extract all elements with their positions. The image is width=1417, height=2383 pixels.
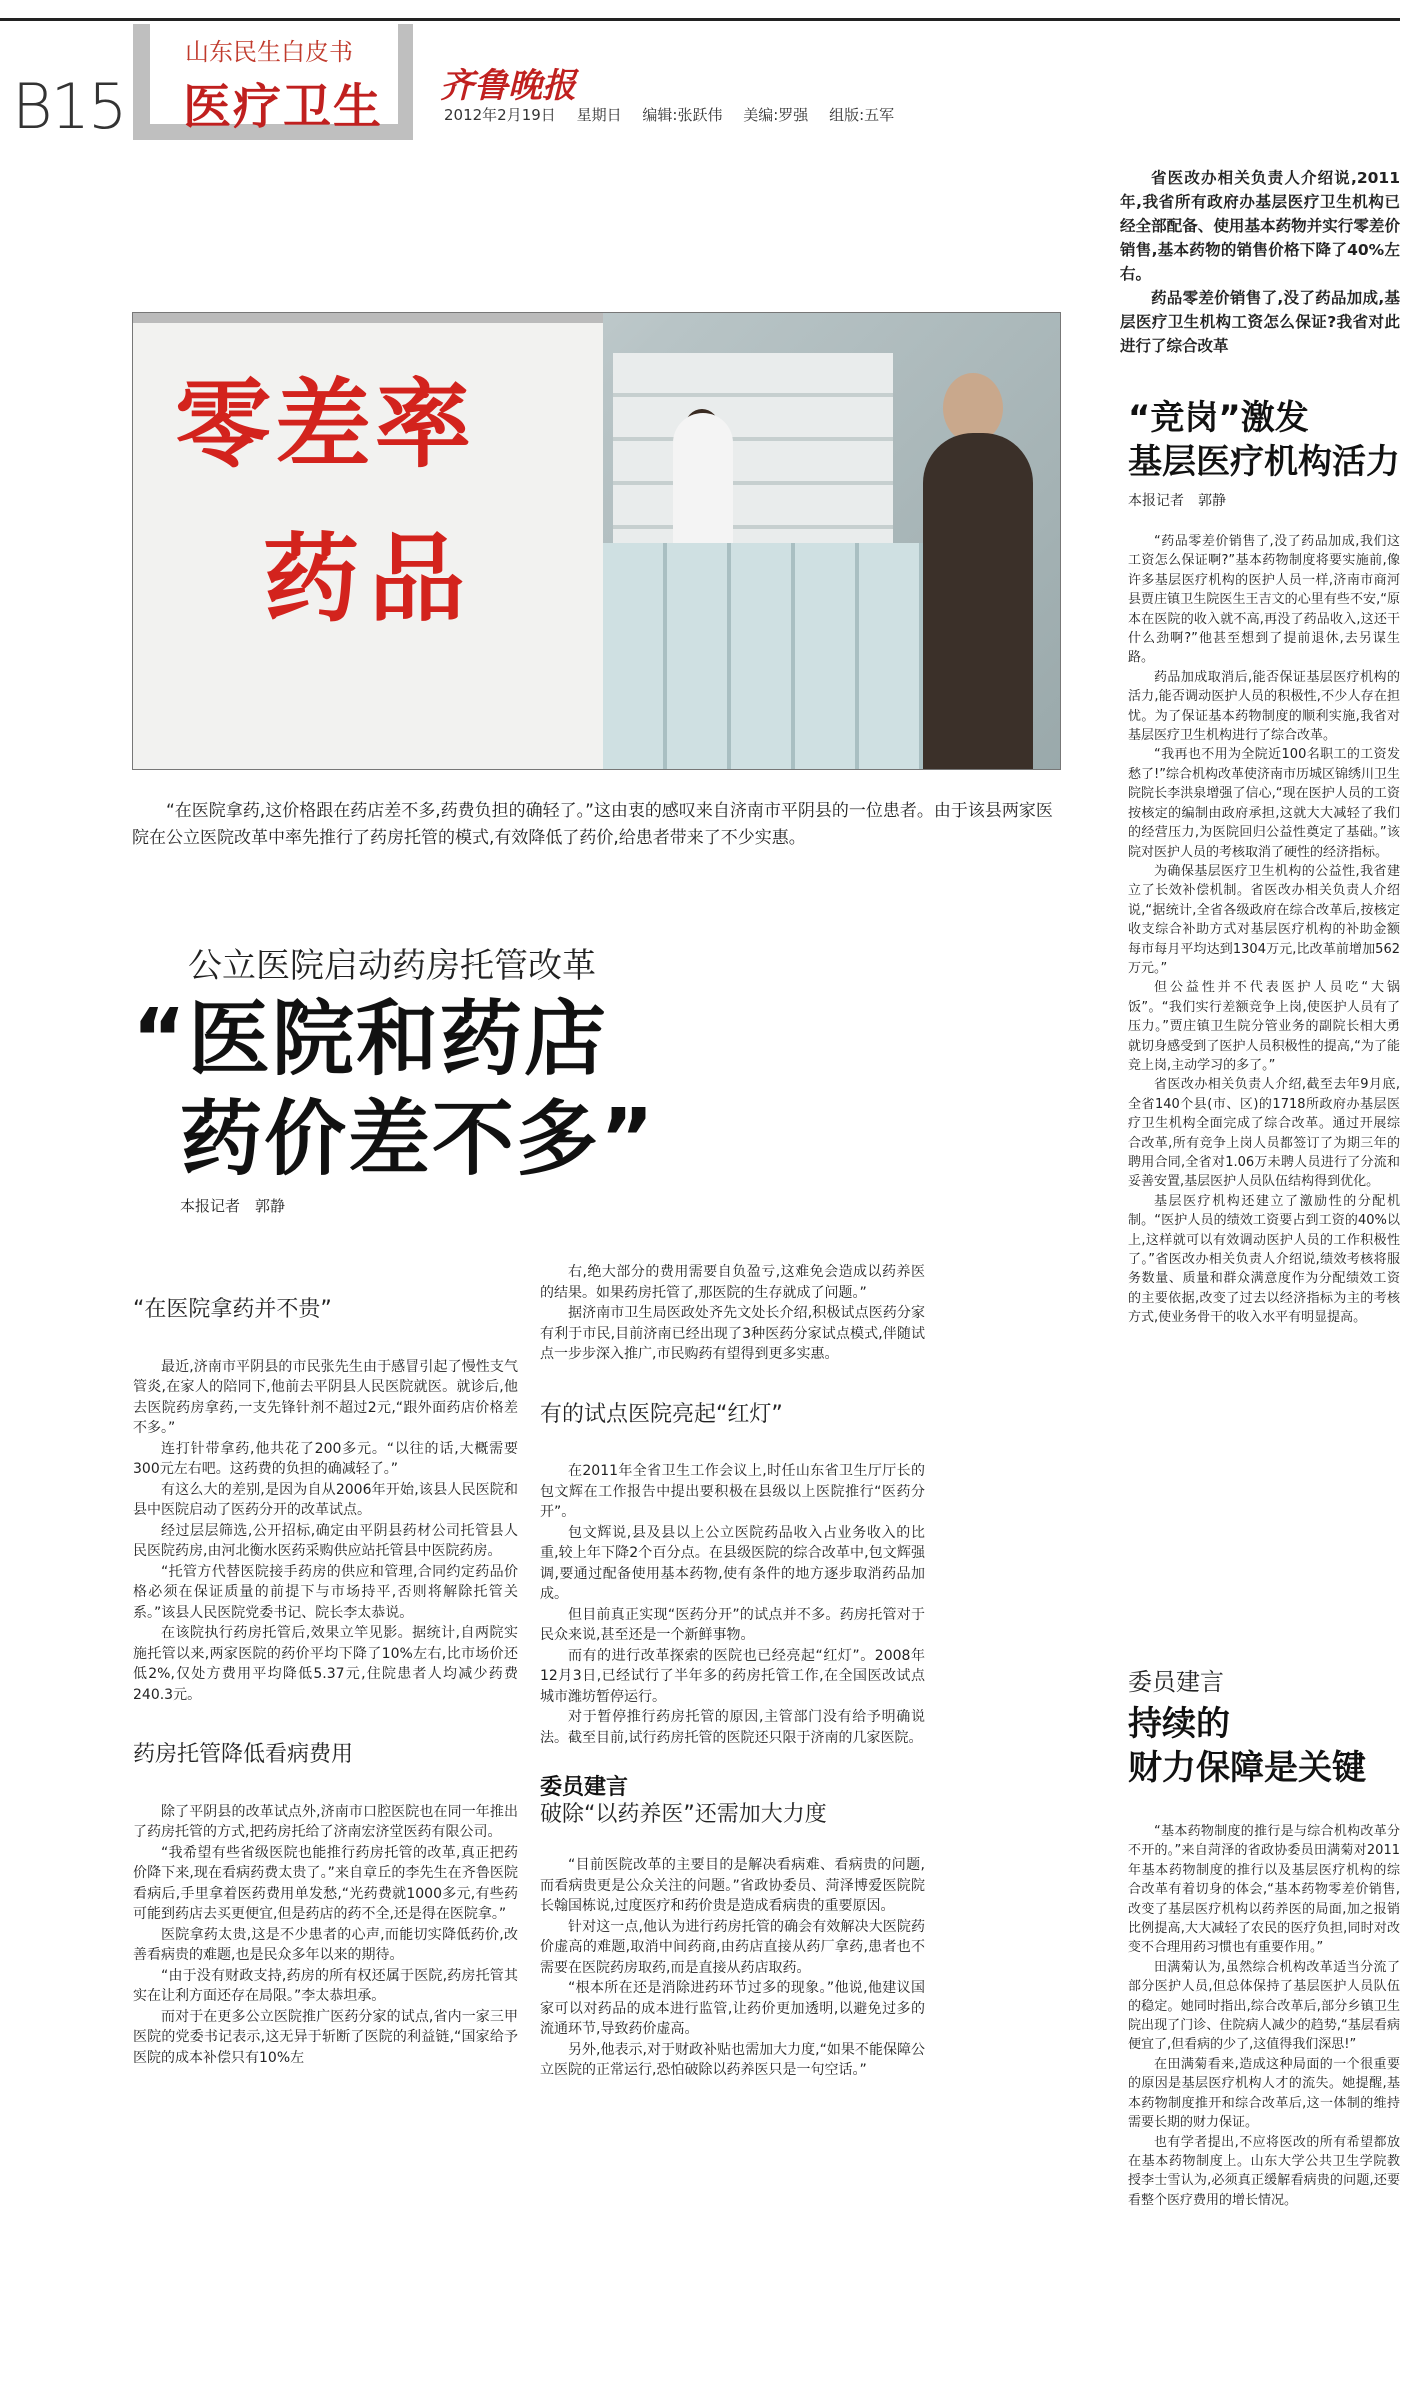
issue-weekday: 星期日 (576, 106, 622, 124)
paragraph: 据济南市卫生局医政处齐先文处长介绍,积极试点医药分家有利于市民,目前济南已经出现了3种医药分家试点模式,伴随试点一步步深入推广,市民购药有望得到更多实惠。 (540, 1305, 925, 1362)
paragraph: 有这么大的差别,是因为自从2006年开始,该县人民医院和县中医院启动了医药分开的改革试点。 (133, 1481, 518, 1518)
col1-paragraphs-2 (133, 1802, 518, 2069)
paragraph: 针对这一点,他认为进行药房托管的确会有效解决大医院药价虚高的难题,取消中间药商,由药店直接从药厂拿药,患者也不需要在医院药房取药,而是直接从药店取药。 (540, 1918, 925, 1976)
col1-subhead-2: 药房托管降低看病费用 (133, 1742, 354, 1767)
main-headline (132, 990, 656, 1190)
editor: 编辑:张跃伟 (642, 106, 723, 124)
right-headline-2-line1: 持续的 (1128, 1704, 1230, 1744)
paragraph: 但公益性并不代表医护人员吃“大锅饭”。“我们实行差额竞争上岗,使医护人员有了压力。”贾庄镇卫生院分管业务的副院长相大勇就切身感受到了医护人员积极性的提高,“为了能竞上岗,主动学习的多了。” (1128, 980, 1400, 1073)
paragraph: “我希望有些省级医院也能推行药房托管的改革,真正把药价降下来,现在看病药费太贵了。”来自章丘的李先生在齐鲁医院看病后,手里拿着医药费用单发愁,“光药费就1000多元,有些药可能到药店去买更便宜,但是药店的药不全,还是得在医院拿。” (133, 1844, 518, 1922)
photo-caption: “在医院拿药,这价格跟在药店差不多,药费负担的确轻了。”这由衷的感叹来自济南市平阴县的一位患者。由于该县两家医院在公立医院改革中率先推行了药房托管的模式,有效降低了药价,给患者带来了不少实惠。 (132, 801, 1053, 848)
paragraph: 连打针带拿药,他共花了200多元。“以往的话,大概需要300元左右吧。这药费的负担的确减轻了。” (133, 1440, 518, 1477)
top-rule (0, 18, 1400, 21)
right-byline: 本报记者 郭静 (1128, 493, 1226, 509)
section-title: 医疗卫生 (183, 79, 384, 135)
sign-frame (133, 313, 603, 323)
paragraph: 在2011年全省卫生工作会议上,时任山东省卫生厅厅长的包文辉在工作报告中提出要积极在县级以上医院推行“医药分开”。 (540, 1463, 925, 1520)
paragraph: 最近,济南市平阴县的市民张先生由于感冒引起了慢性支气管炎,在家人的陪同下,他前去平阴县人民医院就医。就诊后,他去医院药房拿药,一支先锋针剂不超过2元,“跟外面药店价格差不多。” (133, 1358, 518, 1436)
paragraph: “托管方代替医院接手药房的供应和管理,合同约定药品价格必须在保证质量的前提下与市场持平,否则将解除托管关系。”该县人民医院党委书记、院长李太恭说。 (133, 1563, 518, 1621)
paragraph: 但目前真正实现“医药分开”的试点并不多。药房托管对于民众来说,甚至还是一个新鲜事物。 (540, 1606, 925, 1643)
col2-paragraphs-3 (540, 1855, 925, 2081)
right-headline-1 (1128, 396, 1400, 484)
paragraph: 右,绝大部分的费用需要自负盈亏,这难免会造成以药养医的结果。如果药房托管了,那医院的生存就成了问题。” (540, 1264, 925, 1301)
paragraph: “目前医院改革的主要目的是解决看病难、看病贵的问题,而看病贵更是公众关注的问题。”省政协委员、菏泽博爱医院院长翰国栋说,过度医疗和药价贵是造成看病贵的重要原因。 (540, 1857, 925, 1914)
page-number: B15 (12, 70, 126, 143)
paragraph: 药品零差价销售了,没了药品加成,基层医疗卫生机构工资怎么保证?我省对此进行了综合改革 (1120, 289, 1400, 355)
photo-sign (133, 313, 603, 769)
paragraph: 在该院执行药房托管后,效果立竿见影。据统计,自两院实施托管以来,两家医院的药价平均下降了10%左右,比市场价还低2%,仅处方费用平均降低5.37元,住院患者人均减少药费240.3元。 (133, 1625, 518, 1703)
issue-meta (444, 104, 910, 125)
paragraph: “基本药物制度的推行是与综合机构改革分不开的。”来自菏泽的省政协委员田满菊对2011年基本药物制度的推行以及基层医疗机构的综合改革有着切身的体会,“基本药物零差价销售,改变了基层医疗机构以药养医的局面,加之报销比例提高,大大减轻了农民的医疗负担,同时对改变不合理用药习惯也有重要作用。” (1128, 1824, 1400, 1956)
masthead-logo: 齐鲁晚报 (440, 66, 576, 106)
col2-kicker-2: 委员建言 (540, 1775, 629, 1800)
paragraph: 也有学者提出,不应将医改的所有希望都放在基本药物制度上。山东大学公共卫生学院教授李士雪认为,必须真正缓解看病贵的问题,还要看整个医疗费用的增长情况。 (1128, 2134, 1400, 2208)
paragraph: 基层医疗机构还建立了激励性的分配机制。“医护人员的绩效工资要占到工资的40%以上,这样就可以有效调动医护人员的工作积极性了。”省医改办相关负责人介绍说,绩效考核将服务数量、质量和群众满意度作为分配绩效工资的主要依据,改变了过去以经济指标为主的考核方式,使业务骨干的收入水平有明显提高。 (1128, 1193, 1400, 1326)
paragraph: 省医改办相关负责人介绍说,2011年,我省所有政府办基层医疗卫生机构已经全部配备、使用基本药物并实行零差价销售,基本药物的销售价格下降了40%左右。 (1120, 169, 1400, 283)
right-headline-2 (1128, 1702, 1366, 1790)
paragraph: “我再也不用为全院近100名职工的工资发愁了!”综合机构改革使济南市历城区锦绣川卫生院院长李洪泉增强了信心,“现在医护人员的工资按核定的编制由政府承担,这就大大减轻了我们的经营压力,为医院回归公益性奠定了基础。”该院对医护人员的考核取消了硬性的经济指标。 (1128, 747, 1400, 860)
typesetter: 组版:五军 (829, 106, 895, 124)
paragraph: 包文辉说,县及县以上公立医院药品收入占业务收入的比重,较上年下降2个百分点。在县级医院的综合改革中,包文辉强调,要通过配备使用基本药物,使有条件的地方逐步取消药品加成。 (540, 1524, 925, 1602)
paragraph: 而对于在更多公立医院推广医药分家的试点,省内一家三甲医院的党委书记表示,这无异于斩断了医院的利益链,“国家给予医院的成本补偿只有10%左 (133, 2008, 518, 2066)
right-intro (1120, 166, 1400, 358)
paragraph: 另外,他表示,对于财政补贴也需加大力度,“如果不能保障公立医院的正常运行,恐怕破除以药养医只是一句空话。” (540, 2041, 925, 2078)
main-column-2 (540, 1262, 925, 2081)
news-photo (132, 312, 1061, 770)
right-headline-1-line1: “竞岗”激发 (1128, 398, 1309, 438)
main-headline-line1: “医院和药店 (132, 992, 608, 1087)
paragraph: 为确保基层医疗卫生机构的公益性,我省建立了长效补偿机制。省医改办相关负责人介绍说,“据统计,全省各级政府在综合改革后,按核定收支综合补助方式对基层医疗机构的补助金额每市每月平均达到1304万元,比改革前增加562万元。” (1128, 863, 1400, 976)
art-editor: 美编:罗强 (743, 106, 809, 124)
paragraph: 在田满菊看来,造成这种局面的一个很重要的原因是基层医疗机构人才的流失。她提醒,基本药物制度推开和综合改革后,这一体制的维持需要长期的财力保证。 (1128, 2056, 1400, 2131)
col2-subhead-2: 破除“以药养医”还需加大力度 (540, 1801, 827, 1827)
paragraph: “由于没有财政支持,药房的所有权还属于医院,药房托管其实在让利方面还存在局限。”李太恭坦承。 (133, 1967, 518, 2004)
paragraph: 除了平阴县的改革试点外,济南市口腔医院也在同一年推出了药房托管的方式,把药房托给了济南宏济堂医药有限公司。 (133, 1803, 518, 1840)
paragraph: 田满菊认为,虽然综合机构改革适当分流了部分医护人员,但总体保持了基层医护人员队伍的稳定。她同时指出,综合改革后,部分乡镇卫生院出现了门诊、住院病人减少的趋势,“基层看病便宜了,但看病的少了,这值得我们深思!” (1128, 1959, 1400, 2053)
main-kicker: 公立医院启动药房托管改革 (188, 946, 596, 986)
sign-text-line1: 零差率 (175, 369, 475, 481)
right-paragraphs-2 (1128, 1822, 1400, 2210)
paragraph: 对于暂停推行药房托管的原因,主管部门没有给予明确说法。截至目前,试行药房托管的医院还只限于济南的几家医院。 (540, 1709, 925, 1746)
main-column-1 (133, 1297, 518, 2068)
sign-text-line2: 药品 (263, 523, 475, 635)
col1-paragraphs-1 (133, 1357, 518, 1706)
right-kicker-2: 委员建言 (1128, 1668, 1224, 1696)
right-headline-1-line2: 基层医疗机构活力 (1128, 442, 1400, 482)
photo-pharmacist (673, 413, 733, 553)
paragraph: 省医改办相关负责人介绍,截至去年9月底,全省140个县(市、区)的1718所政府办基层医疗卫生机构全面完成了综合改革。通过开展综合改革,所有竞争上岗人员都签订了为期三年的聘用合同,全省对1.06万未聘人员进行了分流和妥善安置,基层医护人员队伍结构得到优化。 (1128, 1077, 1400, 1190)
series-title: 山东民生白皮书 (185, 38, 353, 66)
paragraph: 而有的进行改革探索的医院也已经亮起“红灯”。2008年12月3日,已经试行了半年多的药房托管工作,在全国医改试点城市潍坊暂停运行。 (540, 1647, 925, 1705)
right-headline-2-line2: 财力保障是关键 (1128, 1748, 1366, 1788)
photo-patient (923, 433, 1033, 769)
paragraph: 经过层层筛选,公开招标,确定由平阴县药材公司托管县人民医院药房,由河北衡水医药采购供应站托管县中医院药房。 (133, 1522, 518, 1559)
paragraph: “药品零差价销售了,没了药品加成,我们这工资怎么保证啊?”基本药物制度将要实施前,像许多基层医疗机构的医护人员一样,济南市商河县贾庄镇卫生院医生王吉文的心里有些不安,“原本在医院的收入就不高,再没了药品收入,这还干什么劲啊?”他甚至想到了提前退休,去另谋生路。 (1128, 534, 1400, 666)
paragraph: 医院拿药太贵,这是不少患者的心声,而能切实降低药价,改善看病贵的难题,也是民众多年以来的期待。 (133, 1926, 518, 1963)
col2-paragraphs-2 (540, 1461, 925, 1748)
main-headline-line2: 药价差不多” (180, 1092, 656, 1187)
issue-date: 2012年2月19日 (444, 106, 556, 124)
col2-subhead-1: 有的试点医院亮起“红灯” (540, 1401, 783, 1427)
right-paragraphs-1 (1128, 532, 1400, 1328)
main-byline: 本报记者 郭静 (180, 1197, 286, 1215)
paragraph: “根本所在还是消除进药环节过多的现象。”他说,他建议国家可以对药品的成本进行监管,让药价更加透明,以避免过多的流通环节,导致药价虚高。 (540, 1980, 925, 2037)
col1-subhead-1: “在医院拿药并不贵” (133, 1297, 332, 1322)
paragraph: 药品加成取消后,能否保证基层医疗机构的活力,能否调动医护人员的积极性,不少人存在担忧。为了保证基本药物制度的顺利实施,我省对基层医疗卫生机构进行了综合改革。 (1128, 669, 1400, 744)
photo-shelf (613, 353, 893, 553)
col2-paragraphs-1 (540, 1262, 925, 1365)
